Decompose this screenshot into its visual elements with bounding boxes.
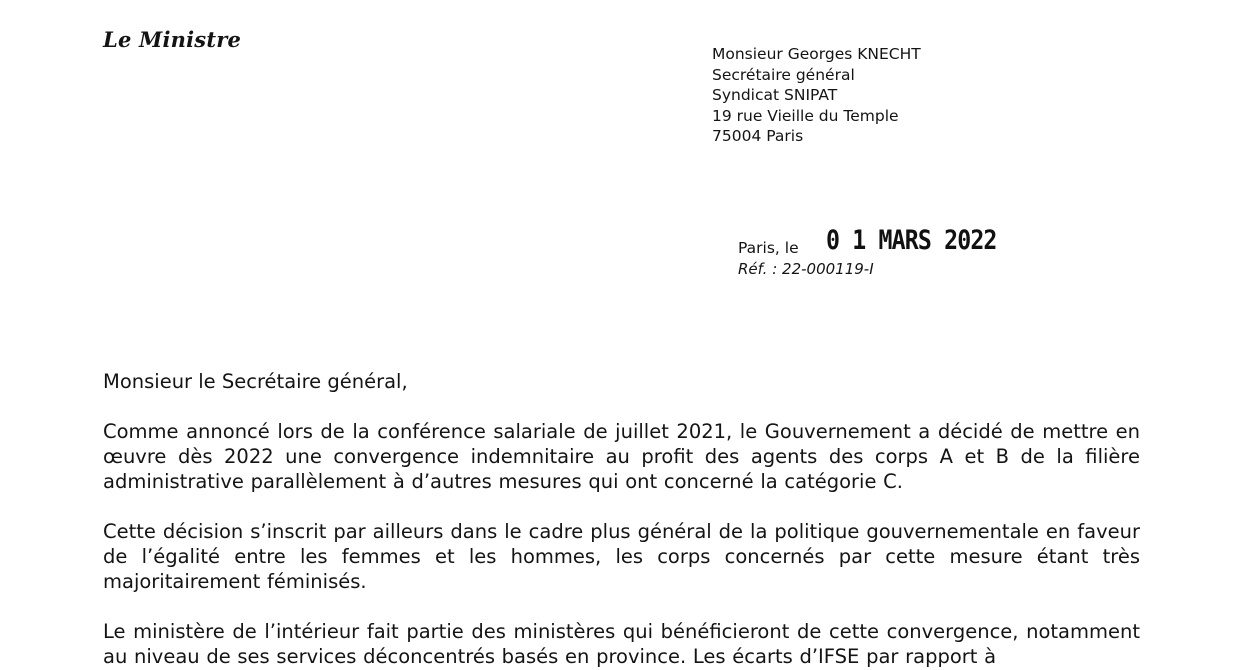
date-stamp: 0 1 MARS 2022	[825, 225, 997, 256]
recipient-street: 19 rue Vieille du Temple	[712, 106, 899, 125]
sender-title: Le Ministre	[103, 27, 242, 52]
reference-number: Réf. : 22-000119-I	[738, 260, 874, 278]
dateline-block	[738, 224, 1024, 278]
recipient-city: 75004 Paris	[712, 127, 804, 145]
paragraph-2: Cette décision s’inscrit par ailleurs dans le cadre plus général de la politique gouvernementale en faveur de l’égalité entre les femmes et les hommes, les corps concernés par cette mesure étant très majoritairement féminisés.	[103, 520, 1140, 593]
date-prefix: Paris, le	[738, 239, 799, 257]
recipient-position: Secrétaire général	[712, 65, 855, 84]
recipient-name: Monsieur Georges KNECHT	[712, 45, 921, 63]
recipient-organization: Syndicat SNIPAT	[712, 86, 838, 104]
paragraph-3: Le ministère de l’intérieur fait partie des ministères qui bénéficieront de cette convergence, notamment au niveau de ses services déconcentrés basés en province. Les écarts d’IFSE par rapport à	[103, 620, 1140, 668]
date-row	[738, 224, 1024, 258]
recipient-address-block	[712, 44, 921, 147]
salutation: Monsieur le Secrétaire général,	[103, 370, 408, 393]
paragraph-1: Comme annoncé lors de la conférence salariale de juillet 2021, le Gouvernement a décidé de mettre en œuvre dès 2022 une convergence indemnitaire au profit des agents des corps A et B de la filière administrative parallèlement à d’autres mesures qui ont concerné la catégorie C.	[103, 420, 1140, 493]
letter-body	[103, 369, 1140, 670]
